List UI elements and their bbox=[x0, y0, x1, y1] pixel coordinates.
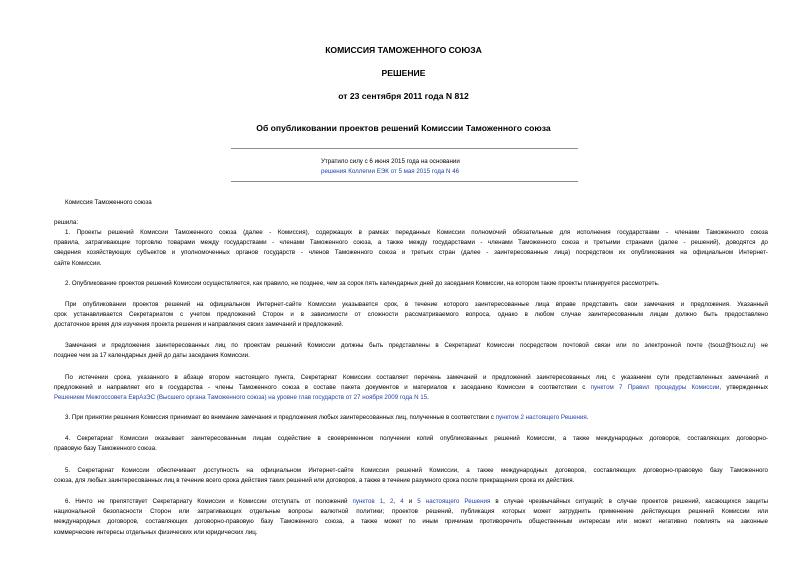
paragraph-line: коммерческие интересы отдельных физических или юридических лиц. bbox=[54, 528, 258, 536]
paragraph-line: срок устанавливается Секретариатом с учетом предложений Сторон и в зависимости от сложности рассматриваемого вопроса, однако в любом случае заинтересованным лицам должно быть предоставлено bbox=[54, 311, 768, 319]
paragraph-line: позднее чем за 17 календарных дней до даты заседания Комиссии. bbox=[54, 352, 250, 360]
paragraph-9 bbox=[54, 497, 768, 538]
paragraph-text: . bbox=[427, 394, 429, 402]
date-line: от 23 сентября 2011 года N 812 bbox=[338, 91, 469, 101]
item-5-link[interactable]: 5 настоящего Решения bbox=[417, 498, 491, 505]
paragraph-text: 3. При принятии решения Комиссия принимает во внимание замечания и предложения любых заинтересованных лиц, полученные в соответствии с bbox=[65, 414, 496, 421]
paragraph-line: 5. Секретариат Комиссии обеспечивает доступность на официальном Интернет-сайте Комиссии решений Комиссии, а также международных договоров, составляющих договорно-правовую базу Таможенного bbox=[65, 467, 768, 474]
paragraph-text: . bbox=[586, 414, 589, 421]
paragraph-line bbox=[54, 413, 768, 423]
paragraph-5 bbox=[54, 373, 768, 404]
paragraph-line: 1. Проекты решений Комиссии Таможенного союза (далее - Комиссия), содержащих в рамках переданных Комиссии полномочий обязательные для исполнения государствами - членами Таможенного союза bbox=[65, 229, 768, 236]
paragraph-6 bbox=[54, 413, 768, 423]
paragraph-line: Замечания и предложения заинтересованных лиц по проектам решений Комиссии должны быть представлены в Секретариат Комиссии посредством почтовой связи или по электронной почте (tsouz@tsouz.ru) не bbox=[65, 342, 768, 349]
item-1-link[interactable]: пунктов 1 bbox=[352, 498, 384, 505]
paragraph-line bbox=[54, 393, 768, 403]
paragraph-8 bbox=[54, 466, 768, 486]
paragraph-4 bbox=[54, 341, 768, 361]
item-4-link[interactable]: 4 bbox=[400, 498, 404, 505]
paragraph-line: сведения хозяйствующих субъектов и уполномоченных органов государств - членов Таможенного союза и третьих стран (далее - заинтересованные лица) посредством их опубликования на официальном Интернет- bbox=[54, 249, 768, 257]
paragraph-text: в случае чрезвычайных ситуаций; в случае проектов решений, касающихся защиты bbox=[490, 498, 768, 505]
status-note bbox=[321, 157, 460, 177]
interstate-council-decision-link[interactable]: Решением Межгоссовета ЕврАзЭС (Высшего органа Таможенного союза) на уровне глав государств от 27 ноября 2009 года N 15 bbox=[54, 394, 428, 402]
paragraph-2 bbox=[54, 279, 768, 289]
paragraph-line: сайте Комиссии. bbox=[54, 259, 102, 267]
commission-label: Комиссия Таможенного союза bbox=[65, 199, 152, 206]
doc-type-heading: РЕШЕНИЕ bbox=[381, 68, 426, 78]
paragraph-line bbox=[54, 383, 768, 393]
document-title: Об опубликовании проектов решений Комиссии Таможенного союза bbox=[256, 123, 551, 133]
paragraph-line: международных договоров, составляющих договорно-правовую базу Таможенного союза, а также может по иным причинам противоречить общественным интересам или может негативно повлиять на законные bbox=[54, 518, 768, 526]
paragraph-line: По истечении срока, указанного в абзаце втором настоящего пункта, Секретариат Комиссии составляет перечень замечаний и предложений заинтересованных лиц с указанием сути представленных замечаний и bbox=[65, 374, 768, 381]
repeal-decision-link[interactable]: решения Коллегии ЕЭК от 5 мая 2015 года N 46 bbox=[321, 168, 460, 175]
divider-bottom bbox=[231, 181, 578, 182]
paragraph-7 bbox=[54, 434, 768, 454]
paragraph-line: достаточное время для изучения проекта решения и направления своих замечаний и предложений. bbox=[54, 321, 344, 329]
paragraph-line: правовую базу Таможенного союза. bbox=[54, 445, 157, 453]
divider-top bbox=[231, 148, 578, 149]
status-note-text: Утратило силу с 6 июня 2015 года на основании bbox=[321, 158, 460, 165]
paragraph-1 bbox=[54, 228, 768, 269]
paragraph-line: 6. Ничто не препятствует Секретариату Комиссии и Комиссии отступать от положений пунктов 1, 2, 4 и 5 настоящего Решения в случае чрезвычайных ситуаций; в случае проектов решений, касающихся защиты bbox=[65, 498, 768, 505]
paragraph-line: 2. Опубликование проектов решений Комиссии осуществляется, как правило, не позднее, чем за сорок пять календарных дней до заседания Комиссии, на котором такие проекты планируется рассмотреть. bbox=[65, 280, 660, 287]
item-2-link[interactable]: пунктом 2 настоящего Решения bbox=[495, 414, 587, 421]
procedure-rules-link[interactable]: пунктом 7 Правил процедуры Комиссии bbox=[590, 384, 720, 392]
paragraph-line: При опубликовании проектов решений на официальном Интернет-сайте Комиссии указывается срок, в течение которого заинтересованные лица вправе представить свои замечания и предложения. Указанный bbox=[65, 301, 768, 308]
decided-label: решила: bbox=[54, 219, 79, 226]
org-heading: КОМИССИЯ ТАМОЖЕННОГО СОЮЗА bbox=[325, 45, 482, 55]
paragraph-3 bbox=[54, 300, 768, 331]
paragraph-text: предложений и направляет его в государства - члены Таможенного союза в составе пакета документов и материалов к заседанию Комиссии в соответствии с bbox=[54, 384, 591, 392]
paragraph-line: союза, для любых заинтересованных лиц в течение всего срока действия таких решений или договоров, а также в течение разумного срока после прекращения срока их действия. bbox=[54, 477, 575, 485]
paragraph-line: 4. Секретариат Комиссии оказывает заинтересованным лицам содействие в своевременном получении копий опубликованных решений Комиссии, а также международных договоров, составляющих договорно- bbox=[65, 435, 768, 442]
item-2-link[interactable]: 2 bbox=[389, 498, 394, 505]
paragraph-text: 6. Ничто не препятствует Секретариату Комиссии и Комиссии отступать от положений bbox=[65, 498, 353, 505]
paragraph-line: правила, затрагивающие торговлю товарами между государствами - членами Таможенного союза, а также между государствами - членами Таможенного союза и третьими странами (далее - решений), доводятся до bbox=[54, 239, 768, 247]
paragraph-text: , утвержденных bbox=[719, 384, 768, 392]
paragraph-line: национальной безопасности Сторон или затрагивающих отдельные вопросы валютной политики; проектов решений, публикация которых может затруднить применение действующих решений Комиссии или bbox=[54, 508, 768, 516]
